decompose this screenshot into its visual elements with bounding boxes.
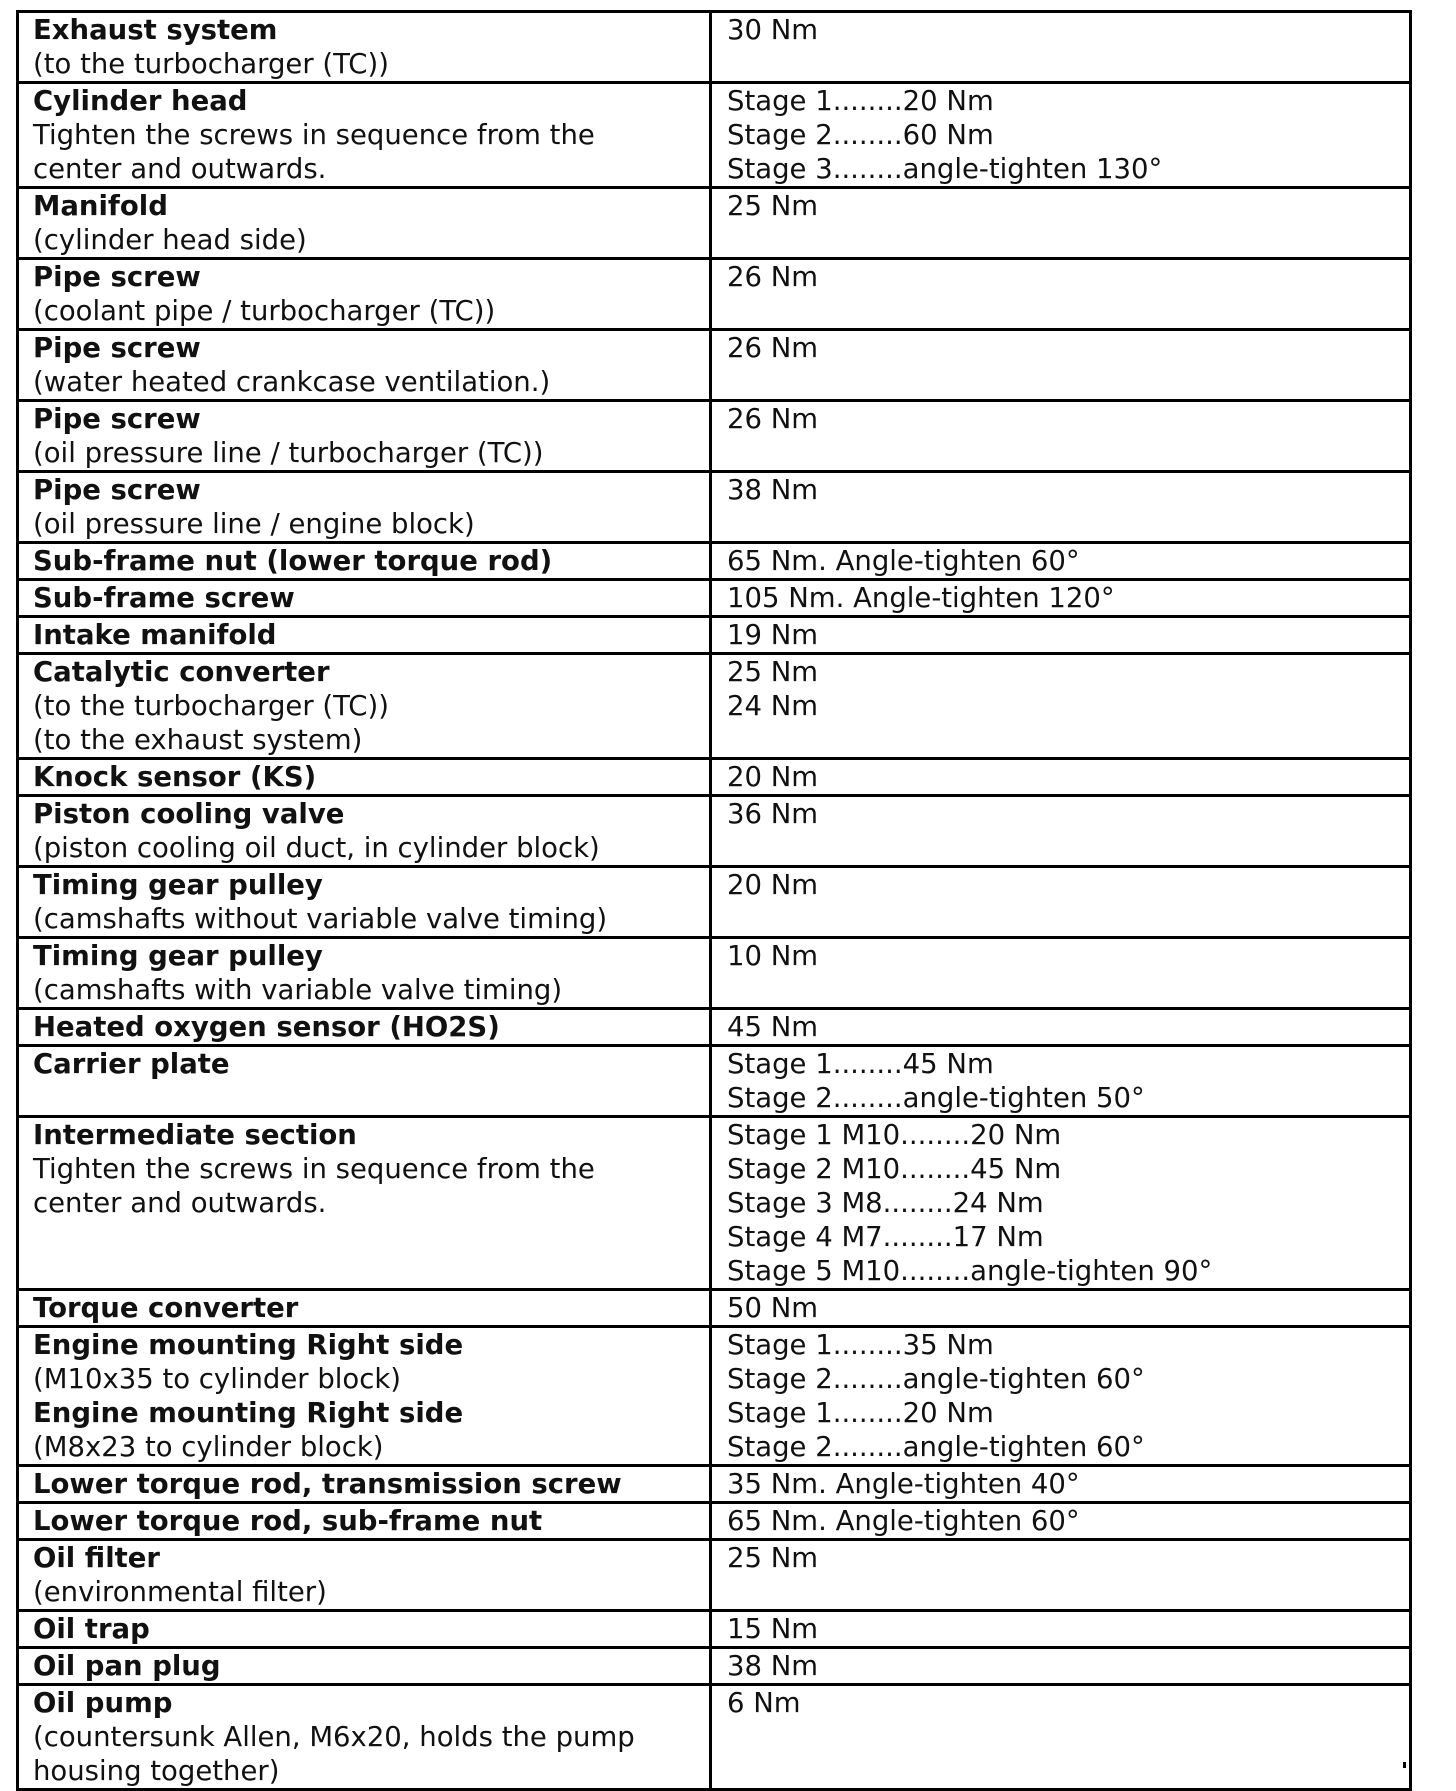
torque-value-cell bbox=[712, 797, 1409, 865]
torque-value-cell bbox=[712, 1291, 1409, 1325]
component-cell bbox=[19, 581, 712, 615]
component-name: Carrier plate bbox=[33, 1048, 230, 1080]
torque-value: Stage 5 M10........angle-tighten 90° bbox=[727, 1255, 1213, 1287]
torque-value: Stage 2........60 Nm bbox=[727, 119, 994, 151]
component-note: (oil pressure line / turbocharger (TC)) bbox=[33, 437, 544, 469]
component-cell bbox=[19, 1649, 712, 1683]
component-name: Timing gear pulley bbox=[33, 940, 323, 972]
torque-value-cell bbox=[712, 868, 1409, 936]
component-cell bbox=[19, 331, 712, 399]
table-row bbox=[19, 473, 1409, 544]
component-note: Tighten the screws in sequence from the bbox=[33, 1153, 595, 1185]
torque-value: 25 Nm bbox=[727, 190, 819, 222]
component-name: Pipe screw bbox=[33, 403, 201, 435]
component-name: Lower torque rod, sub-frame nut bbox=[33, 1505, 543, 1537]
table-row bbox=[19, 1686, 1409, 1791]
component-name: Intake manifold bbox=[33, 619, 277, 651]
torque-value: Stage 3 M8........24 Nm bbox=[727, 1187, 1044, 1219]
component-cell bbox=[19, 1328, 712, 1464]
component-cell bbox=[19, 618, 712, 652]
torque-value: 26 Nm bbox=[727, 403, 819, 435]
table-row bbox=[19, 1649, 1409, 1686]
component-name: Heated oxygen sensor (HO2S) bbox=[33, 1011, 500, 1043]
component-note: (M10x35 to cylinder block) bbox=[33, 1363, 402, 1395]
torque-value: Stage 1........20 Nm bbox=[727, 85, 994, 117]
torque-value-cell bbox=[712, 1010, 1409, 1044]
torque-value: 25 Nm bbox=[727, 1542, 819, 1574]
torque-value: Stage 1 M10........20 Nm bbox=[727, 1119, 1062, 1151]
component-note: (to the turbocharger (TC)) bbox=[33, 690, 389, 722]
torque-value: Stage 1........35 Nm bbox=[727, 1329, 994, 1361]
component-name: Piston cooling valve bbox=[33, 798, 345, 830]
torque-value: 105 Nm. Angle-tighten 120° bbox=[727, 582, 1115, 614]
torque-value: 26 Nm bbox=[727, 261, 819, 293]
torque-value-cell bbox=[712, 1467, 1409, 1501]
torque-value-cell bbox=[712, 655, 1409, 757]
table-row bbox=[19, 1047, 1409, 1118]
component-name: Oil pump bbox=[33, 1687, 173, 1719]
component-name: Manifold bbox=[33, 190, 168, 222]
component-cell bbox=[19, 1541, 712, 1609]
torque-value-cell bbox=[712, 1612, 1409, 1646]
table-row bbox=[19, 581, 1409, 618]
component-cell bbox=[19, 1118, 712, 1288]
torque-value: 19 Nm bbox=[727, 619, 819, 651]
component-cell bbox=[19, 13, 712, 81]
table-row bbox=[19, 1291, 1409, 1328]
torque-value: 20 Nm bbox=[727, 869, 819, 901]
table-continuation-edge bbox=[16, 1762, 1406, 1768]
torque-value-cell bbox=[712, 1118, 1409, 1288]
component-note: center and outwards. bbox=[33, 1187, 327, 1219]
component-name: Pipe screw bbox=[33, 474, 201, 506]
torque-spec-table bbox=[16, 10, 1412, 1791]
torque-value-cell bbox=[712, 1686, 1409, 1788]
component-name: Sub-frame nut (lower torque rod) bbox=[33, 545, 553, 577]
torque-value-cell bbox=[712, 581, 1409, 615]
table-row bbox=[19, 1504, 1409, 1541]
torque-value-cell bbox=[712, 402, 1409, 470]
torque-value: 25 Nm bbox=[727, 656, 819, 688]
torque-value: Stage 2........angle-tighten 60° bbox=[727, 1363, 1145, 1395]
torque-value: 50 Nm bbox=[727, 1292, 819, 1324]
component-name: Timing gear pulley bbox=[33, 869, 323, 901]
component-note: (camshafts without variable valve timing) bbox=[33, 903, 608, 935]
component-note: (countersunk Allen, M6x20, holds the pump bbox=[33, 1721, 635, 1753]
torque-value-cell bbox=[712, 1504, 1409, 1538]
component-name: Engine mounting Right side bbox=[33, 1329, 464, 1361]
table-row bbox=[19, 797, 1409, 868]
torque-value: 38 Nm bbox=[727, 1650, 819, 1682]
component-cell bbox=[19, 189, 712, 257]
component-cell bbox=[19, 868, 712, 936]
torque-value-cell bbox=[712, 1047, 1409, 1115]
torque-value: 10 Nm bbox=[727, 940, 819, 972]
torque-value: 38 Nm bbox=[727, 474, 819, 506]
component-name: Engine mounting Right side bbox=[33, 1397, 464, 1429]
component-name: Oil filter bbox=[33, 1542, 160, 1574]
torque-value: Stage 2........angle-tighten 50° bbox=[727, 1082, 1145, 1114]
torque-value: 36 Nm bbox=[727, 798, 819, 830]
torque-value: Stage 2 M10........45 Nm bbox=[727, 1153, 1062, 1185]
torque-value-cell bbox=[712, 189, 1409, 257]
component-note: Tighten the screws in sequence from the bbox=[33, 119, 595, 151]
torque-value-cell bbox=[712, 544, 1409, 578]
component-name: Catalytic converter bbox=[33, 656, 330, 688]
component-cell bbox=[19, 84, 712, 186]
component-cell bbox=[19, 655, 712, 757]
table-row bbox=[19, 1541, 1409, 1612]
component-note: (camshafts with variable valve timing) bbox=[33, 974, 563, 1006]
component-name: Exhaust system bbox=[33, 14, 278, 46]
component-cell bbox=[19, 1010, 712, 1044]
table-row bbox=[19, 331, 1409, 402]
table-row bbox=[19, 13, 1409, 84]
component-cell bbox=[19, 1291, 712, 1325]
component-name: Pipe screw bbox=[33, 261, 201, 293]
component-name: Oil pan plug bbox=[33, 1650, 221, 1682]
torque-value-cell bbox=[712, 473, 1409, 541]
table-row bbox=[19, 260, 1409, 331]
component-name: Cylinder head bbox=[33, 85, 248, 117]
table-row bbox=[19, 868, 1409, 939]
torque-value: Stage 4 M7........17 Nm bbox=[727, 1221, 1044, 1253]
torque-value-cell bbox=[712, 760, 1409, 794]
torque-value: 30 Nm bbox=[727, 14, 819, 46]
table-row bbox=[19, 939, 1409, 1010]
component-cell bbox=[19, 260, 712, 328]
torque-value: 15 Nm bbox=[727, 1613, 819, 1645]
component-cell bbox=[19, 402, 712, 470]
torque-value: Stage 1........45 Nm bbox=[727, 1048, 994, 1080]
torque-value: 6 Nm bbox=[727, 1687, 801, 1719]
torque-value-cell bbox=[712, 331, 1409, 399]
component-cell bbox=[19, 760, 712, 794]
component-note: (environmental filter) bbox=[33, 1576, 327, 1608]
component-name: Pipe screw bbox=[33, 332, 201, 364]
torque-value: 45 Nm bbox=[727, 1011, 819, 1043]
table-row bbox=[19, 655, 1409, 760]
torque-value: 65 Nm. Angle-tighten 60° bbox=[727, 545, 1080, 577]
component-name: Lower torque rod, transmission screw bbox=[33, 1468, 622, 1500]
table-row bbox=[19, 84, 1409, 189]
torque-value: Stage 2........angle-tighten 60° bbox=[727, 1431, 1145, 1463]
table-row bbox=[19, 402, 1409, 473]
torque-value: Stage 3........angle-tighten 130° bbox=[727, 153, 1163, 185]
torque-value: 35 Nm. Angle-tighten 40° bbox=[727, 1468, 1080, 1500]
table-row bbox=[19, 189, 1409, 260]
component-note: center and outwards. bbox=[33, 153, 327, 185]
torque-value: 24 Nm bbox=[727, 690, 819, 722]
component-note: housing together) bbox=[33, 1755, 280, 1787]
component-note: (M8x23 to cylinder block) bbox=[33, 1431, 384, 1463]
torque-value-cell bbox=[712, 84, 1409, 186]
table-row bbox=[19, 544, 1409, 581]
component-name: Knock sensor (KS) bbox=[33, 761, 317, 793]
component-note: (to the exhaust system) bbox=[33, 724, 363, 756]
torque-value-cell bbox=[712, 260, 1409, 328]
component-name: Oil trap bbox=[33, 1613, 150, 1645]
component-note: (to the turbocharger (TC)) bbox=[33, 48, 389, 80]
component-cell bbox=[19, 544, 712, 578]
component-cell bbox=[19, 1504, 712, 1538]
torque-value-cell bbox=[712, 939, 1409, 1007]
component-note: (piston cooling oil duct, in cylinder block) bbox=[33, 832, 600, 864]
component-name: Sub-frame screw bbox=[33, 582, 295, 614]
torque-value: 65 Nm. Angle-tighten 60° bbox=[727, 1505, 1080, 1537]
torque-value-cell bbox=[712, 13, 1409, 81]
component-cell bbox=[19, 1467, 712, 1501]
component-note: (oil pressure line / engine block) bbox=[33, 508, 475, 540]
component-cell bbox=[19, 1047, 712, 1115]
component-cell bbox=[19, 473, 712, 541]
torque-value-cell bbox=[712, 1328, 1409, 1464]
component-note: (coolant pipe / turbocharger (TC)) bbox=[33, 295, 496, 327]
table-row bbox=[19, 1118, 1409, 1291]
component-cell bbox=[19, 939, 712, 1007]
torque-value: 20 Nm bbox=[727, 761, 819, 793]
component-cell bbox=[19, 1686, 712, 1788]
component-name: Torque converter bbox=[33, 1292, 299, 1324]
torque-value-cell bbox=[712, 1541, 1409, 1609]
table-row bbox=[19, 760, 1409, 797]
component-cell bbox=[19, 1612, 712, 1646]
component-note: (water heated crankcase ventilation.) bbox=[33, 366, 551, 398]
torque-value: 26 Nm bbox=[727, 332, 819, 364]
table-row bbox=[19, 1612, 1409, 1649]
table-row bbox=[19, 1328, 1409, 1467]
component-note: (cylinder head side) bbox=[33, 224, 307, 256]
torque-value-cell bbox=[712, 1649, 1409, 1683]
table-row bbox=[19, 1010, 1409, 1047]
torque-value-cell bbox=[712, 618, 1409, 652]
torque-value: Stage 1........20 Nm bbox=[727, 1397, 994, 1429]
table-row bbox=[19, 1467, 1409, 1504]
component-name: Intermediate section bbox=[33, 1119, 357, 1151]
component-cell bbox=[19, 797, 712, 865]
table-row bbox=[19, 618, 1409, 655]
